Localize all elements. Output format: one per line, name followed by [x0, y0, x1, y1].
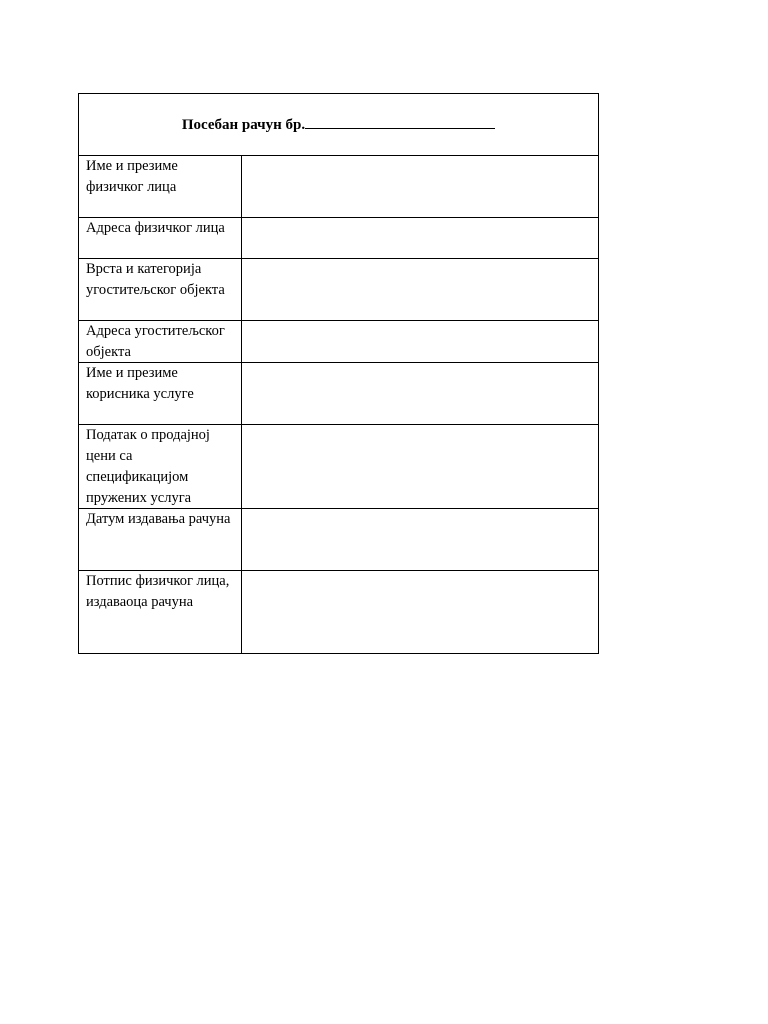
- row-label: Адреса угоститељског објекта: [79, 321, 242, 363]
- form-row-facility-type: [79, 259, 599, 321]
- row-label: Врста и категорија угоститељског објекта: [79, 259, 242, 321]
- row-label: Име и презиме физичког лица: [79, 156, 242, 218]
- form-row-price-spec: [79, 425, 599, 509]
- row-value-field[interactable]: [242, 156, 599, 218]
- form-row-facility-address: [79, 321, 599, 363]
- form-title-cell: [79, 94, 599, 156]
- form-row-person-name: [79, 156, 599, 218]
- form-row-signature: [79, 571, 599, 654]
- form-row-issue-date: [79, 509, 599, 571]
- row-value-field[interactable]: [242, 218, 599, 259]
- row-value-field[interactable]: [242, 321, 599, 363]
- invoice-number-blank[interactable]: [305, 114, 495, 129]
- row-value-field[interactable]: [242, 363, 599, 425]
- row-value-field[interactable]: [242, 259, 599, 321]
- row-label: Име и презиме корисника услуге: [79, 363, 242, 425]
- row-value-field[interactable]: [242, 509, 599, 571]
- form-row-customer-name: [79, 363, 599, 425]
- row-value-field[interactable]: [242, 425, 599, 509]
- row-label: Датум издавања рачуна: [79, 509, 242, 571]
- form-row-person-address: [79, 218, 599, 259]
- form-title-row: [79, 94, 599, 156]
- row-label: Потпис физичког лица, издаваоца рачуна: [79, 571, 242, 654]
- row-label: Адреса физичког лица: [79, 218, 242, 259]
- row-label: Податак о продајној цени са спецификацијом пружених услуга: [79, 425, 242, 509]
- row-value-field[interactable]: [242, 571, 599, 654]
- invoice-form-table: [78, 93, 599, 654]
- form-title: Посебан рачун бр.: [181, 116, 306, 133]
